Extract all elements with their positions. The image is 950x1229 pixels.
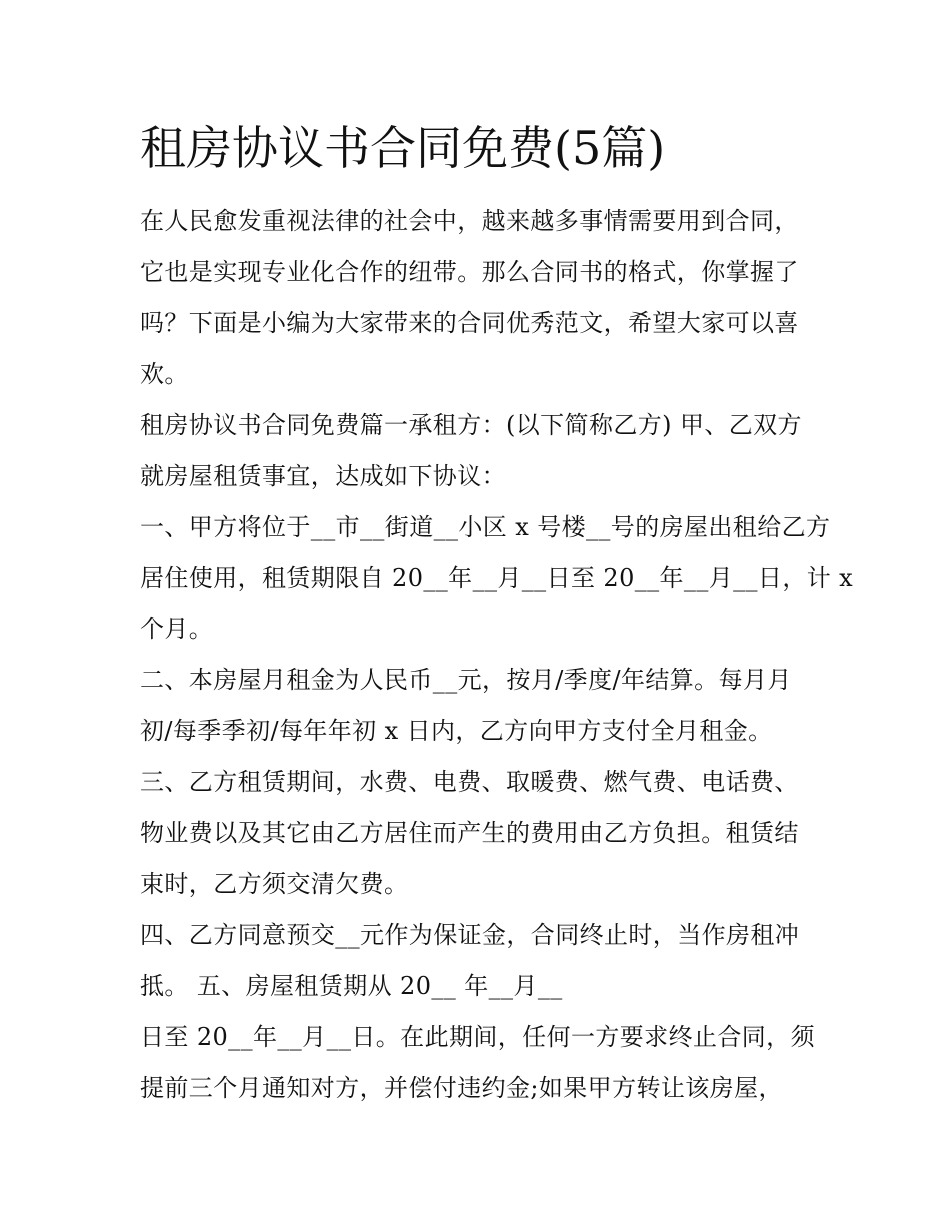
body-line: 初/每季季初/每年年初 x 日内，乙方向甲方支付全月租金。	[140, 717, 773, 745]
body-line: 物业费以及其它由乙方居住而产生的费用由乙方负担。租赁结	[140, 819, 799, 847]
body-line: 就房屋租赁事宜，达成如下协议：	[140, 462, 506, 490]
body-line: 一、甲方将位于__市__街道__小区 x 号楼__号的房屋出租给乙方	[140, 513, 831, 541]
body-line: 提前三个月通知对方，并偿付违约金;如果甲方转让该房屋，	[140, 1074, 783, 1102]
body-line: 吗？下面是小编为大家带来的合同优秀范文，希望大家可以喜	[140, 309, 799, 337]
document-body	[140, 196, 854, 1114]
document-title: 租房协议书合同免费(5篇)	[140, 121, 666, 175]
body-line: 租房协议书合同免费篇一承租方：(以下简称乙方) 甲、乙双方	[140, 411, 802, 439]
body-line: 个月。	[140, 615, 214, 643]
body-line: 日至 20__年__月__日。在此期间，任何一方要求终止合同，须	[140, 1023, 815, 1051]
body-line: 在人民愈发重视法律的社会中，越来越多事情需要用到合同，	[140, 207, 799, 235]
body-line: 二、本房屋月租金为人民币__元，按月/季度/年结算。每月月	[140, 666, 792, 694]
body-line: 抵。 五、房屋租赁期从 20__ 年__月__	[140, 972, 563, 1000]
body-line: 居住使用，租赁期限自 20__年__月__日至 20__年__月__日，计 x	[140, 564, 854, 592]
body-line: 束时，乙方须交清欠费。	[140, 870, 409, 898]
body-line: 欢。	[140, 360, 189, 388]
body-line: 它也是实现专业化合作的纽带。那么合同书的格式，你掌握了	[140, 258, 799, 286]
body-line: 四、乙方同意预交__元作为保证金，合同终止时，当作房租冲	[140, 921, 800, 949]
body-line: 三、乙方租赁期间，水费、电费、取暖费、燃气费、电话费、	[140, 768, 799, 796]
